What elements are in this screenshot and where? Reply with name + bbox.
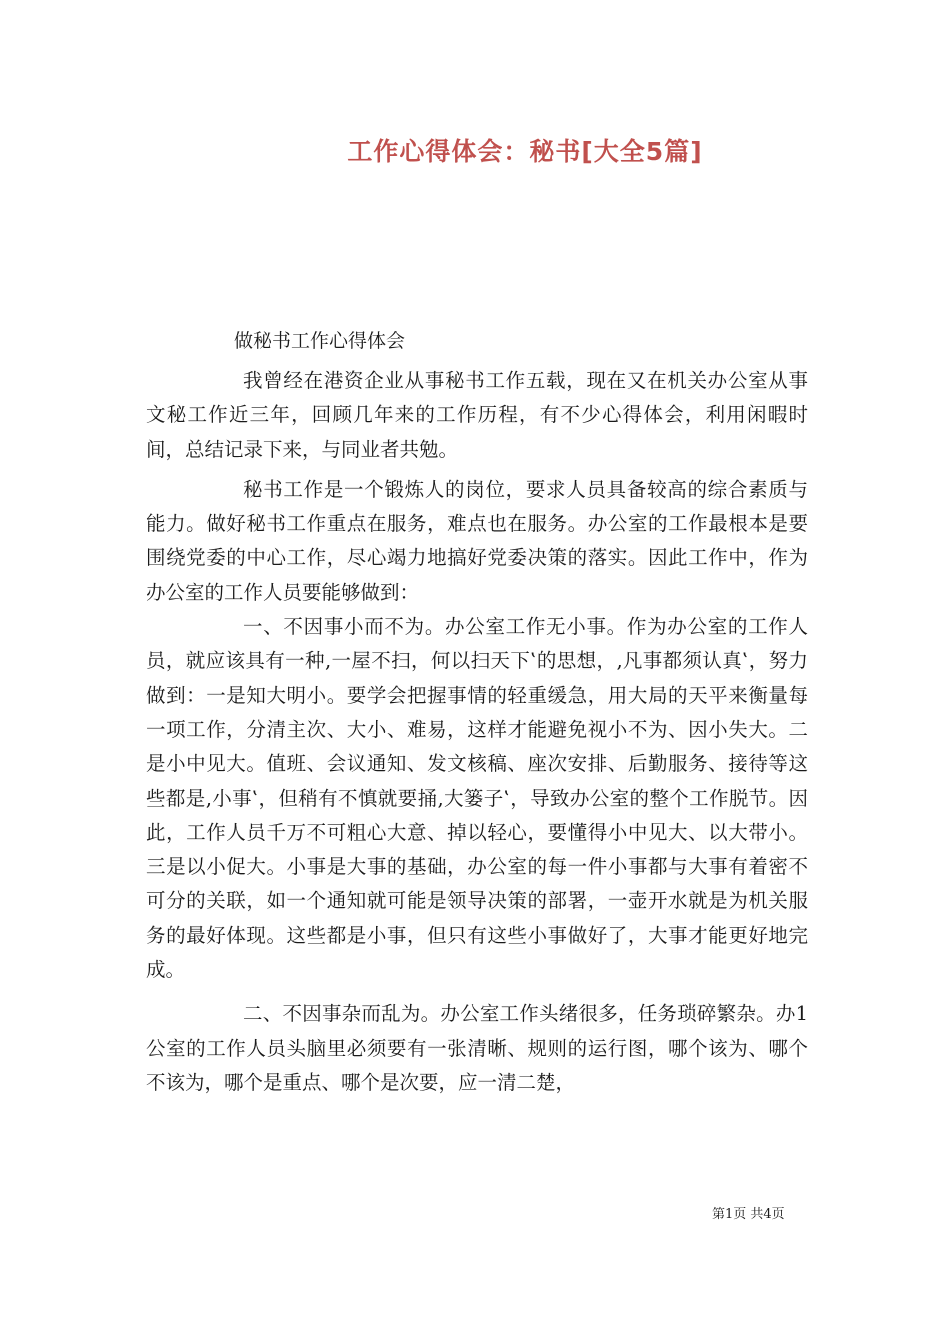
- paragraph-point-two: 二、不因事杂而乱为。办公室工作头绪很多，任务琐碎繁杂。办1公室的工作人员头脑里必须要有一张清晰、规则的运行图，哪个该为、哪个不该为，哪个是重点、哪个是次要，应一清二楚，: [146, 1002, 808, 1094]
- document-title: 工作心得体会：秘书[大全5篇]: [347, 137, 703, 166]
- paragraph-intro: 我曾经在港资企业从事秘书工作五载，现在又在机关办公室从事文秘工作近三年，回顾几年来的工作历程，有不少心得体会，利用闲暇时间，总结记录下来，与同业者共勉。: [146, 369, 808, 461]
- section-subtitle: 做秘书工作心得体会: [234, 330, 406, 352]
- paragraph-point-one: 一、不因事小而不为。办公室工作无小事。作为办公室的工作人员，就应该具有一种‚一屋不扫，何以扫天下‛的思想，‚凡事都须认真‛，努力做到：一是知大明小。要学会把握事情的轻重缓急，用大局的天平来衡量每一项工作，分清主次、大小、难易，这样才能避免视小不为、因小失大。二是小中见大。值班、会议通知、发文核稿、座次安排、后勤服务、接待等这些都是‚小事‛，但稍有不慎就要捅‚大篓子‛，导致办公室的整个工作脱节。因此，工作人员千万不可粗心大意、掉以轻心，要懂得小中见大、以大带小。三是以小促大。小事是大事的基础，办公室的每一件小事都与大事有着密不可分的关联，如一个通知就可能是领导决策的部署，一壶开水就是为机关服务的最好体现。这些都是小事，但只有这些小事做好了，大事才能更好地完成。: [146, 615, 808, 982]
- page-number-footer: 第1页 共4页: [712, 1207, 785, 1222]
- paragraph-overview: 秘书工作是一个锻炼人的岗位，要求人员具备较高的综合素质与能力。做好秘书工作重点在服务，难点也在服务。办公室的工作最根本是要围绕党委的中心工作，尽心竭力地搞好党委决策的落实。因此工作中，作为办公室的工作人员要能够做到：: [146, 477, 808, 604]
- document-body: [146, 324, 808, 1100]
